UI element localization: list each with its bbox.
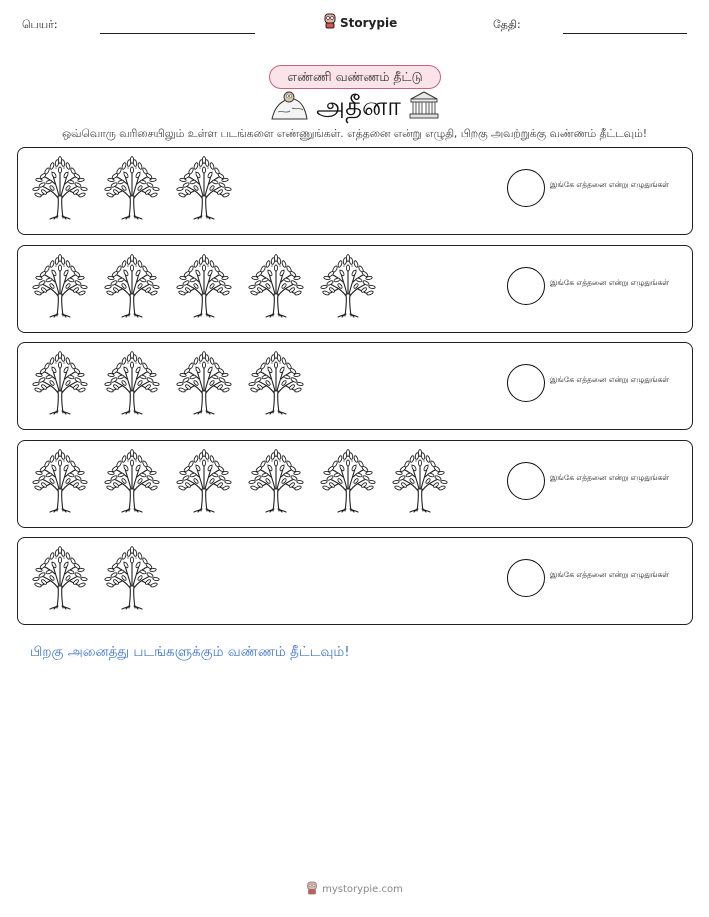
site-url: mystorypie.com — [322, 884, 403, 895]
storypie-mascot-icon — [306, 880, 318, 899]
tree-group-3 — [30, 351, 306, 415]
answer-circle[interactable] — [507, 267, 545, 305]
count-row-3 — [17, 342, 693, 430]
page-title: அதீனா — [316, 92, 401, 122]
tree-group-1 — [30, 156, 234, 220]
storypie-mascot-icon — [323, 13, 337, 33]
olive-tree-icon — [30, 449, 90, 513]
olive-tree-icon — [30, 546, 90, 610]
olive-tree-icon — [102, 156, 162, 220]
answer-label: இங்கே எத்தனை என்று எழுதுங்கள் — [550, 473, 670, 482]
greek-temple-icon — [409, 91, 439, 123]
title-row — [0, 90, 709, 124]
name-label: பெயர்: — [22, 18, 58, 31]
answer-circle[interactable] — [507, 364, 545, 402]
site-footer — [0, 880, 709, 899]
olive-tree-icon — [246, 351, 306, 415]
olive-tree-icon — [30, 351, 90, 415]
olive-tree-icon — [174, 156, 234, 220]
tree-group-2 — [30, 254, 378, 318]
answer-circle[interactable] — [507, 559, 545, 597]
answer-label: இங்கே எத்தனை என்று எழுதுங்கள் — [550, 180, 670, 189]
answer-label: இங்கே எத்தனை என்று எழுதுங்கள் — [550, 375, 670, 384]
answer-label: இங்கே எத்தனை என்று எழுதுங்கள் — [550, 570, 670, 579]
tree-group-5 — [30, 546, 162, 610]
olive-tree-icon — [30, 156, 90, 220]
olive-tree-icon — [174, 351, 234, 415]
olive-tree-icon — [174, 254, 234, 318]
owl-rock-icon — [270, 90, 308, 124]
date-line[interactable] — [563, 33, 687, 34]
instructions: ஒவ்வொரு வரிசையிலும் உள்ள படங்களை எண்ணுங்கள். எத்தனை என்று எழுதி, பிறகு அவற்றுக்கு வண்ணம் தீட்டவும்! — [61, 127, 648, 140]
olive-tree-icon — [102, 351, 162, 415]
olive-tree-icon — [174, 449, 234, 513]
olive-tree-icon — [318, 449, 378, 513]
olive-tree-icon — [102, 546, 162, 610]
count-row-5 — [17, 537, 693, 625]
brand-name: Storypie — [340, 16, 398, 30]
count-row-4 — [17, 440, 693, 528]
count-row-2 — [17, 245, 693, 333]
olive-tree-icon — [102, 254, 162, 318]
answer-label: இங்கே எத்தனை என்று எழுதுங்கள் — [550, 278, 670, 287]
olive-tree-icon — [246, 254, 306, 318]
olive-tree-icon — [246, 449, 306, 513]
olive-tree-icon — [390, 449, 450, 513]
footer-message: பிறகு அனைத்து படங்களுக்கும் வண்ணம் தீட்டவும்! — [30, 644, 350, 660]
olive-tree-icon — [318, 254, 378, 318]
answer-circle[interactable] — [507, 462, 545, 500]
olive-tree-icon — [30, 254, 90, 318]
count-row-1 — [17, 147, 693, 235]
olive-tree-icon — [102, 449, 162, 513]
name-line[interactable] — [100, 33, 255, 34]
date-label: தேதி: — [493, 18, 521, 31]
brand — [323, 13, 397, 33]
worksheet-badge: எண்ணி வண்ணம் தீட்டு — [269, 65, 441, 89]
tree-group-4 — [30, 449, 450, 513]
answer-circle[interactable] — [507, 169, 545, 207]
